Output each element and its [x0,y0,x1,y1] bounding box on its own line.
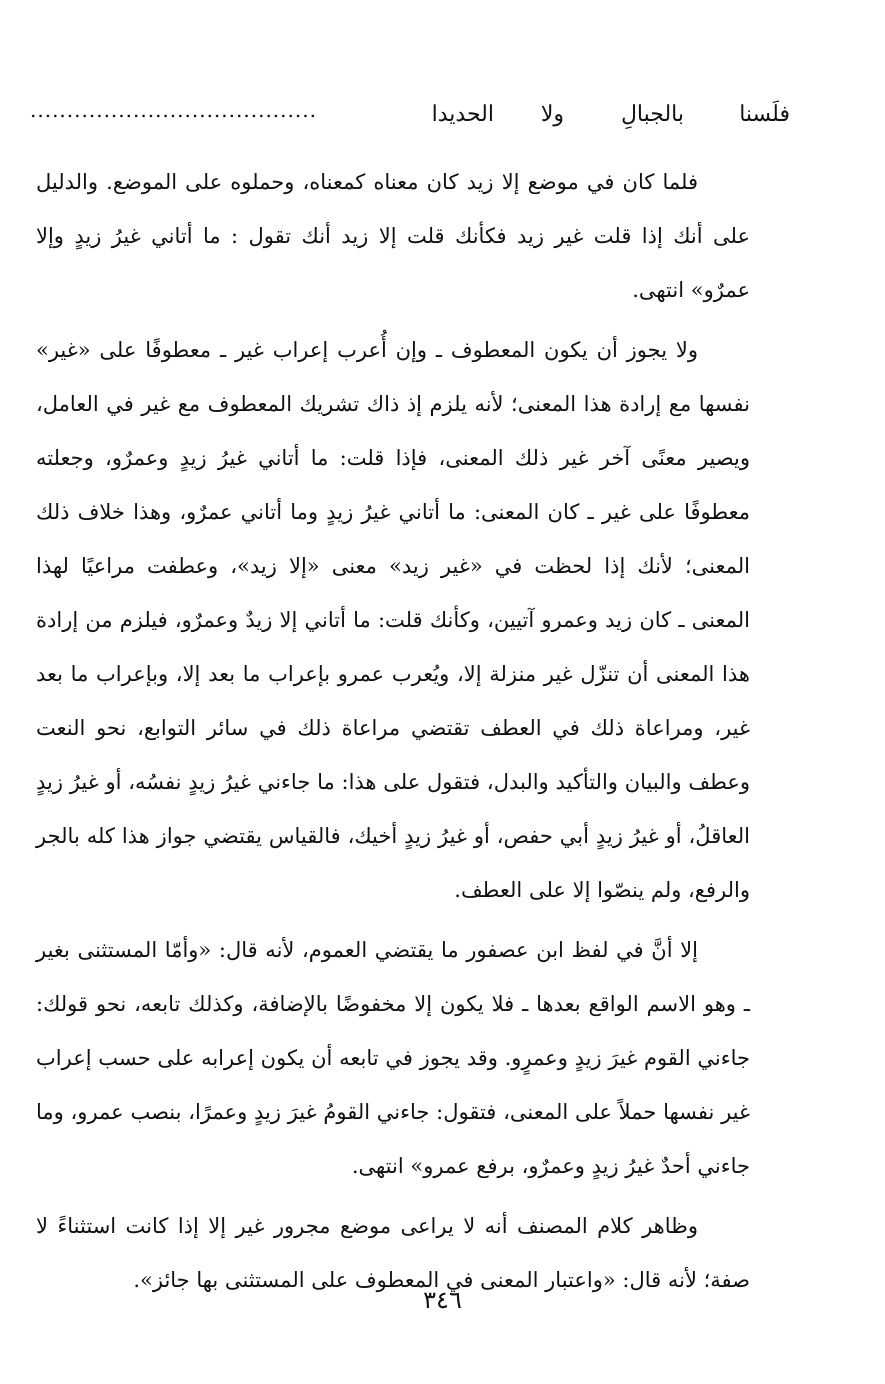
body-text [36,155,750,1307]
verse-word: فلَسنا [739,102,790,127]
verse-line [30,92,790,140]
verse-word: ولا [540,102,564,127]
paragraph: فلما كان في موضع إلا زيد كان معناه كمعناه، وحملوه على الموضع. والدليل على أنك إذا قلت غير زيد فكأنك قلت إلا زيد أنك تقول : ما أتاني غيرُ زيدٍ وإلا عمرٌو» انتهى. [36,170,750,302]
page-number: ٣٤٦ [423,1286,462,1314]
verse-word: بالجبالِ [620,102,684,127]
paragraph: ولا يجوز أن يكون المعطوف ـ وإن أُعرب إعراب غير ـ معطوفًا على «غير» نفسها مع إرادة هذا المعنى؛ لأنه يلزم إذ ذاك تشريك المعطوف مع غير في العامل، ويصير معنًى آخر غير ذلك المعنى، فإذا قلت: ما أتاني غيرُ زيدٍ وعمرٌو، وجعلته معطوفًا على غير ـ كان المعنى: ما أتاني غيرُ زيدٍ وما أتاني عمرٌو، وهذا خلاف ذلك المعنى؛ لأنك إذا لحظت في «غير زيد» معنى «إلا زيد»، وعطفت مراعيًا لهذا المعنى ـ كان زيد وعمرو آتيين، وكأنك قلت: ما أتاني إلا زيدٌ وعمرٌو، فيلزم من إرادة هذا المعنى أن تنزّل غير منزلة إلا، ويُعرب عمرو بإعراب ما بعد إلا، وبإعراب ما بعد غير، ومراعاة ذلك في العطف تقتضي مراعاة ذلك في سائر التوابع، نحو النعت وعطف والبيان والتأكيد والبدل، فتقول على هذا: ما جاءني غيرُ زيدٍ نفسُه، أو غيرُ زيدٍ العاقلُ، أو غيرُ زيدٍ أبي حفص، أو غيرُ زيدٍ أخيك، فالقياس يقتضي جواز هذا كله بالجر والرفع، ولم ينصّوا إلا على العطف. [36,338,750,902]
verse-word: الحديدا [431,102,494,127]
verse-ellipsis: ....................................... [30,98,317,122]
paragraph: وظاهر كلام المصنف أنه لا يراعى موضع مجرور غير إلا إذا كانت استثناءً لا صفة؛ لأنه قال: «واعتبار المعنى في المعطوف على المستثنى بها جائز». [36,1214,750,1292]
paragraph: إلا أنَّ في لفظ ابن عصفور ما يقتضي العموم، لأنه قال: «وأمّا المستثنى بغير ـ وهو الاسم الواقع بعدها ـ فلا يكون إلا مخفوضًا بالإضافة، وكذلك تابعه، نحو قولك: جاءني القوم غيرَ زيدٍ وعمرٍو. وقد يجوز في تابعه أن يكون إعرابه على حسب إعراب غير نفسها حملاً على المعنى، فتقول: جاءني القومُ غيرَ زيدٍ وعمرًا، بنصب عمرو، وما جاءني أحدٌ غيرُ زيدٍ وعمرٌو، برفع عمرو» انتهى. [36,938,750,1178]
